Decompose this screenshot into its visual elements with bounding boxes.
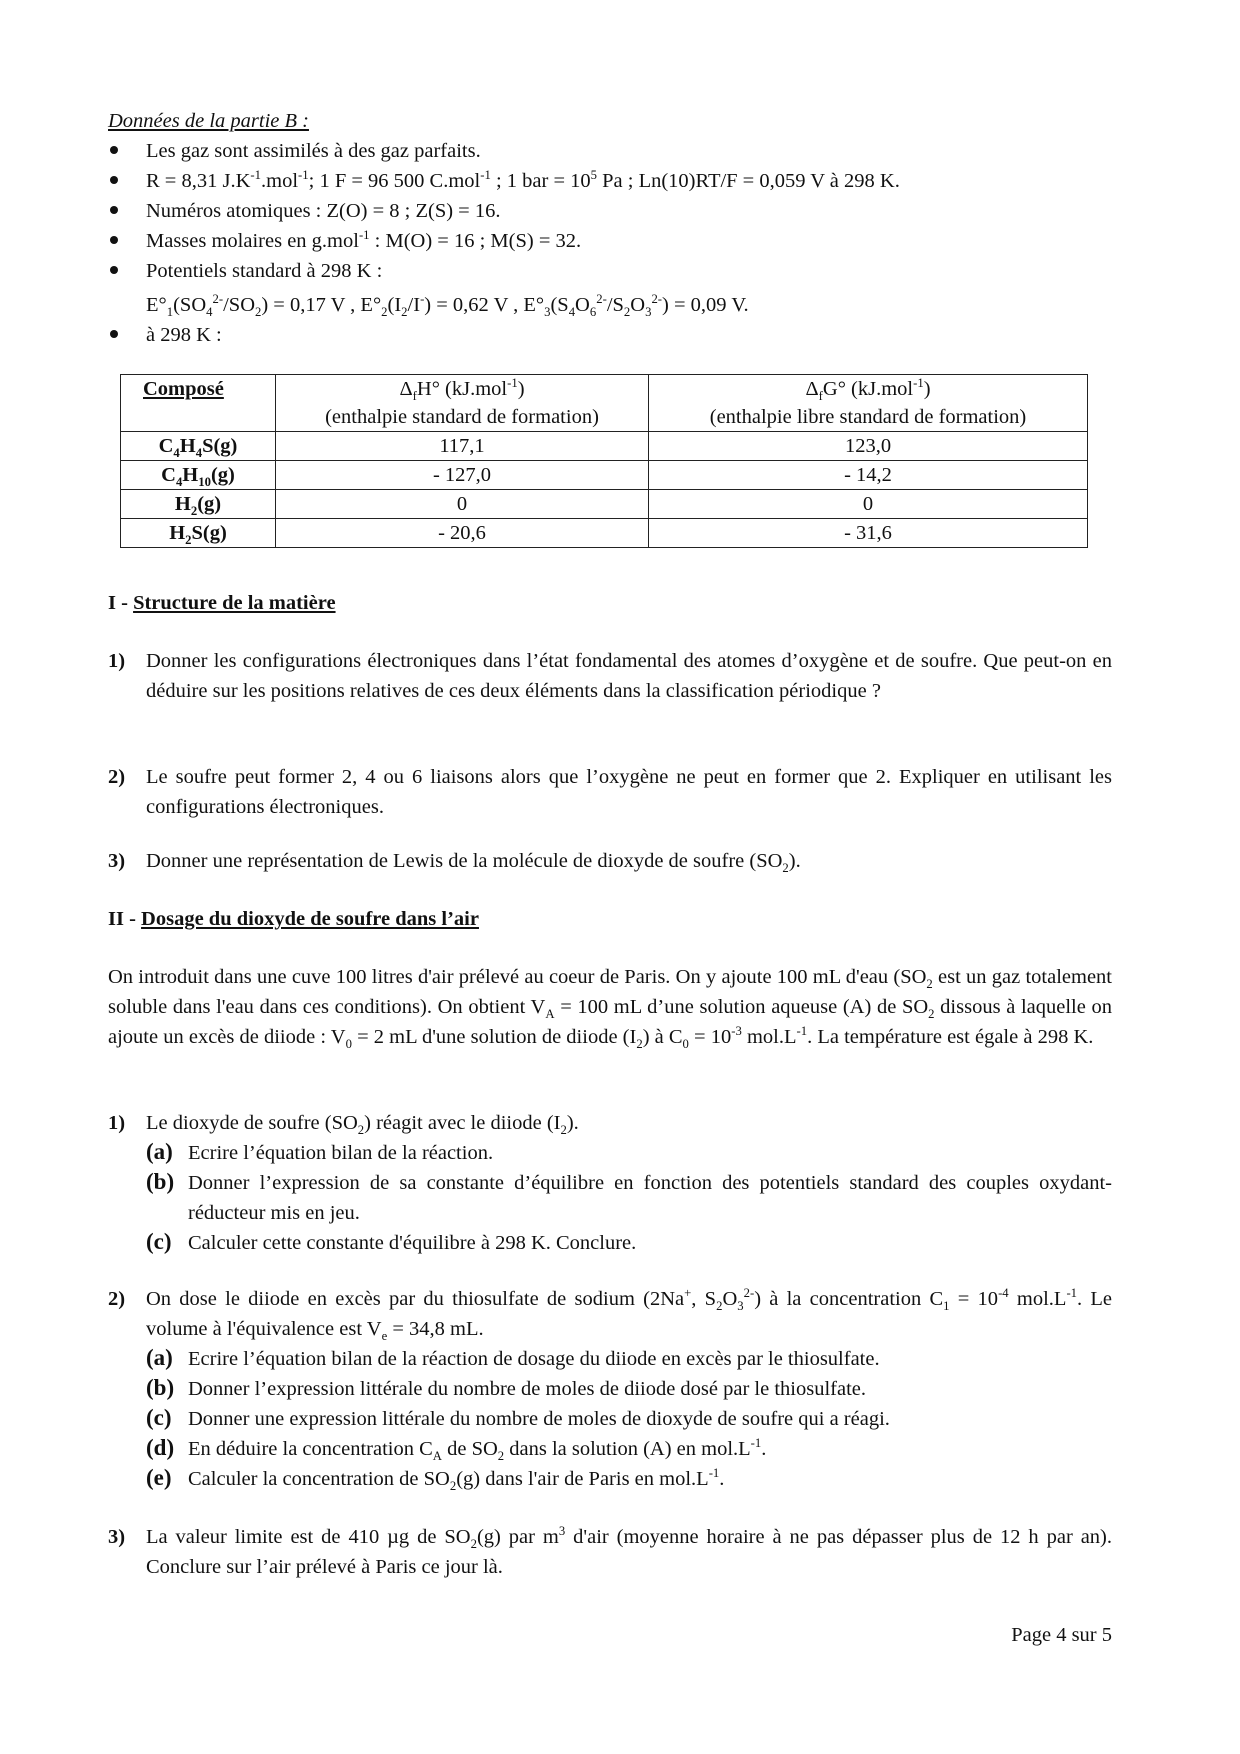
sub-question: (c) Calculer cette constante d'équilibre à 298 K. Conclure. [146,1229,637,1254]
bullet-item: R = 8,31 $J.K^{-1}.mol^{-1}$; 1 F = 96 500 C.mol$^{-1}$ ; 1 bar = $10^5$ Pa ; Ln(10)RT/F = 0,059 V à 298 K. [108,166,1112,196]
bullet-item: à 298 K : [108,320,1112,350]
sub-question: (c) Donner une expression littérale du nombre de moles de dioxyde de soufre qui a réagi. [146,1405,890,1430]
bullet-icon [110,236,118,244]
thermo-table [120,374,1088,548]
bullet-icon [110,146,118,154]
question-1-3: 3) Donner une représentation de Lewis de la molécule de dioxyde de soufre $(SO_2)$. [108,850,801,876]
sub-question: (d) En déduire la concentration $C_A$ de $SO_2$ dans la solution (A) en $mol.L^{-1}$. [146,1435,767,1464]
bullet-item: Numéros atomiques : Z(O) = 8 ; Z(S) = 16. [108,196,1112,226]
sub-question: (b) Donner l’expression littérale du nombre de moles de diiode dosé par le thiosulfate. [146,1375,867,1400]
compound-cell: $C_4H_4S(g)$ [121,432,276,461]
dh-cell: - 127,0 [276,461,649,490]
table-row [121,461,1088,490]
compound-cell: $H_2S(g)$ [121,519,276,548]
intro-paragraph: On introduit dans une cuve 100 litres d'air prélevé au coeur de Paris. On y ajoute 100 mL d'eau ($SO_2$ est un gaz totalement soluble dans l'eau dans ces conditions). On obtient $V_A = 100$ mL d’une solution aqueuse (A) de $SO_2$ dissous à laquelle on ajoute un excès de diiode : $V_0 = 2$ mL d'une solution de diiode $(I_2)$ à $C_0 = 10^{-3}$ $mol.L^{-1}$. La température est égale à 298 K. [108,966,1113,1052]
dh-cell: - 20,6 [276,519,649,548]
subheader-dh: (enthalpie standard de formation) [276,403,649,432]
data-title: Données de la partie B : [108,110,309,132]
question-2-2: 2) On dose le diiode en excès par du thiosulfate de sodium (2Na+, $S_2O_3^{2-}$) à la concentration $C_1 = 10^{-4}$ $mol.L^{-1}$. Le volume à l'équivalence est $V_e = 34,8$ mL. (a) Ecrire l’équation bilan de la réaction de dosage du diiode en excès par le thiosulfate. (b) Donner l’expression littérale du nombre de moles de diiode dosé par le thiosulfate. (c) Donner une expression littérale du nombre de moles de dioxyde de soufre qui a réagi. (d) En déduire la concentration $C_A$ de $SO_2$ dans la solution (A) en $mol.L^{-1}$. (e) Calculer la concentration de $SO_2(g)$ dans l'air de Paris en $mol.L^{-1}$. [108,1286,1113,1494]
question-1-2: 2) Le soufre peut former 2, 4 ou 6 liaisons alors que l’oxygène ne peut en former que 2. Expliquer en utilisant les configurations électroniques. [108,766,1112,818]
sub-question: (a) Ecrire l’équation bilan de la réaction de dosage du diiode en excès par le thiosulfate. [146,1345,880,1370]
sub-question: (a) Ecrire l’équation bilan de la réaction. [146,1139,494,1164]
dg-cell: 0 [649,490,1088,519]
section-1-title: Structure de la matière [133,592,336,614]
col-header-compound: Composé [143,378,224,400]
bullet-item: Potentiels standard à 298 K : [108,256,1112,286]
section-2-heading: II - Dosage du dioxyde de soufre dans l’air [108,908,479,930]
bullet-icon [110,330,118,338]
bullet-icon [110,266,118,274]
question-2-1: 1) Le dioxyde de soufre $(SO_2)$ réagit avec le diiode $(I_2)$. (a) Ecrire l’équation bilan de la réaction. (b) Donner l’expression de sa constante d’équilibre en fonction des potentiels standard des couples oxydant-réducteur mis en jeu. (c) Calculer cette constante d'équilibre à 298 K. Conclure. [108,1108,1112,1258]
table-subheader-row [121,403,1088,432]
col-header-dg: $\Delta_fG^\circ$ (kJ.mol$^{-1}$) [649,375,1088,404]
col-header-dh: $\Delta_fH^\circ$ (kJ.mol$^{-1}$) [276,375,649,404]
dg-cell: - 14,2 [649,461,1088,490]
compound-cell: $H_2(g)$ [121,490,276,519]
dh-cell: 0 [276,490,649,519]
dg-cell: 123,0 [649,432,1088,461]
data-bullets [108,136,1112,286]
dh-cell: 117,1 [276,432,649,461]
question-1-1: 1) Donner les configurations électroniques dans l’état fondamental des atomes d’oxygène et de soufre. Que peut-on en déduire sur les positions relatives de ces deux éléments dans la classification périodique ? [108,650,1112,702]
sub-question: (b) Donner l’expression de sa constante d’équilibre en fonction des potentiels standard des couples oxydant-réducteur mis en jeu. [146,1169,1112,1224]
bullet-icon [110,206,118,214]
page-number: Page 4 sur 5 [1011,1624,1112,1646]
question-2-3: 3) La valeur limite est de 410 µg de $SO_2(g)$ par $m^3$ d'air (moyenne horaire à ne pas dépasser plus de 12 h par an). Conclure sur l’air prélevé à Paris ce jour là. [108,1524,1113,1578]
data-section [108,106,1112,350]
bullet-item: Masses molaires en g.mol$^{-1}$ : M(O) = 16 ; M(S) = 32. [108,226,1112,256]
section-2-title: Dosage du dioxyde de soufre dans l’air [141,908,479,930]
table-row [121,519,1088,548]
table-row [121,490,1088,519]
standard-potentials: $E^\circ_1(SO_4^{2-}/SO_2) = 0,17$ V , $E^\circ_2(I_2/I^-) = 0,62$ V , $E^\circ_3(S_4O_6^{2-}/S_2O_3^{2-}) = 0,09$ V. [146,292,749,320]
compound-cell: $C_4H_{10}(g)$ [121,461,276,490]
table-header-row [121,375,1088,404]
sub-question: (e) Calculer la concentration de $SO_2(g)$ dans l'air de Paris en $mol.L^{-1}$. [146,1465,725,1494]
section-1-heading: I - Structure de la matière [108,592,336,614]
dg-cell: - 31,6 [649,519,1088,548]
bullet-item: Les gaz sont assimilés à des gaz parfaits. [108,136,1112,166]
table-row [121,432,1088,461]
bullet-icon [110,176,118,184]
subheader-dg: (enthalpie libre standard de formation) [649,403,1088,432]
